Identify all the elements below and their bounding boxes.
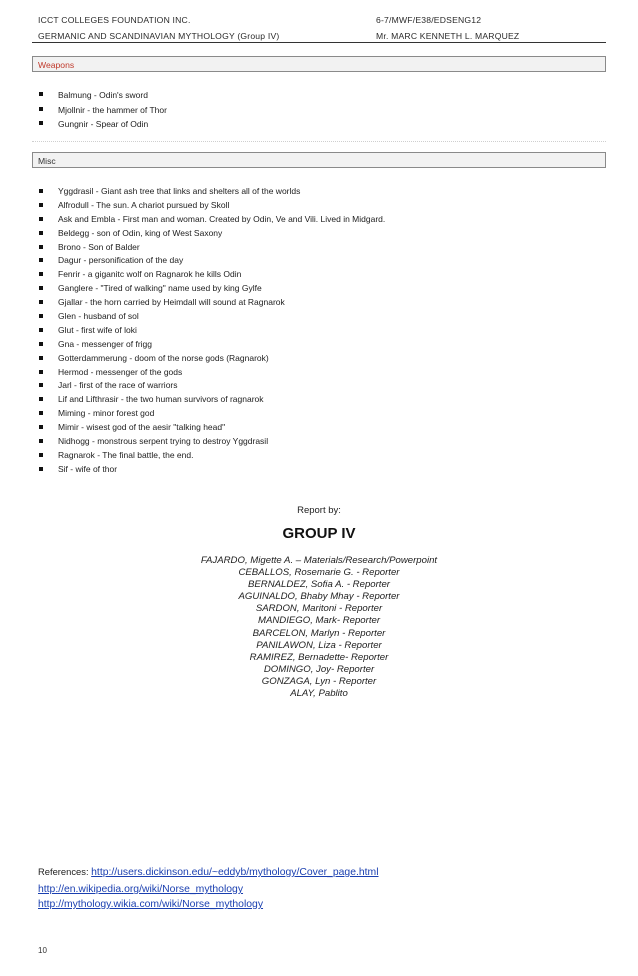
misc-item-text: Brono - Son of Balder	[58, 241, 140, 252]
misc-item-text: Sif - wife of thor	[58, 463, 118, 474]
misc-item	[38, 296, 385, 310]
member-item: GONZAGA, Lyn - Reporter	[261, 675, 377, 687]
misc-item-text: Jarl - first of the race of warriors	[58, 380, 178, 391]
page-number: 10	[38, 946, 47, 955]
bullet-icon	[39, 370, 43, 374]
misc-item-text: Ask and Embla - First man and woman. Created by Odin, Ve and Vili. Lived in Midgard.	[58, 213, 386, 224]
header-divider	[32, 42, 606, 43]
misc-item	[38, 241, 385, 255]
bullet-icon	[39, 272, 43, 276]
references-line-3	[38, 898, 263, 910]
weapon-item	[38, 117, 167, 132]
bullet-icon	[39, 300, 43, 304]
bullet-icon	[39, 439, 43, 443]
misc-item	[38, 213, 385, 227]
misc-item	[38, 310, 385, 324]
bullet-icon	[39, 203, 43, 207]
bullet-icon	[39, 286, 43, 290]
members-list	[0, 555, 638, 700]
weapon-item-text: Balmung - Odin's sword	[58, 90, 148, 100]
weapons-list	[38, 88, 167, 132]
misc-item	[38, 421, 385, 435]
misc-item	[38, 393, 385, 407]
bullet-icon	[39, 411, 43, 415]
references-label: References:	[38, 866, 89, 877]
bullet-icon	[39, 92, 43, 96]
misc-item	[38, 366, 385, 380]
misc-item-text: Hermod - messenger of the gods	[58, 366, 183, 377]
member-item: FAJARDO, Migette A. – Materials/Research/Powerpoint	[200, 555, 438, 566]
header-row-1	[38, 15, 604, 25]
misc-item-text: Ganglere - "Tired of walking" name used by king Gylfe	[58, 283, 262, 294]
misc-item	[38, 185, 385, 199]
report-by-label: Report by:	[297, 505, 341, 516]
bullet-icon	[39, 328, 43, 332]
misc-item	[38, 379, 385, 393]
misc-item-text: Gna - messenger of frigg	[58, 338, 153, 349]
weapon-item	[38, 103, 167, 118]
weapon-item	[38, 88, 167, 103]
misc-item-text: Gjallar - the horn carried by Heimdall will sound at Ragnarok	[58, 297, 285, 308]
bullet-icon	[39, 245, 43, 249]
bullet-icon	[39, 397, 43, 401]
bullet-icon	[39, 356, 43, 360]
member-item: DOMINGO, Joy- Reporter	[263, 663, 375, 675]
misc-item-text: Gotterdammerung - doom of the norse gods (Ragnarok)	[58, 352, 269, 363]
header-instructor: Mr. MARC KENNETH L. MARQUEZ	[376, 31, 520, 41]
reference-link-3[interactable]: http://mythology.wikia.com/wiki/Norse_mythology	[38, 899, 264, 910]
misc-item-text: Lif and Lifthrasir - the two human survivors of ragnarok	[58, 394, 264, 405]
misc-item-text: Mimir - wisest god of the aesir "talking head"	[58, 422, 226, 433]
reference-link-1[interactable]: http://users.dickinson.edu/~eddyb/mythology/Cover_page.html	[91, 867, 379, 878]
weapon-item-text: Gungnir - Spear of Odin	[58, 119, 149, 129]
bullet-icon	[39, 107, 43, 111]
misc-item	[38, 338, 385, 352]
misc-item	[38, 282, 385, 296]
misc-item	[38, 407, 385, 421]
misc-item-text: Miming - minor forest god	[58, 408, 155, 419]
member-item: MANDIEGO, Mark- Reporter	[257, 615, 381, 627]
header-schedule: 6-7/MWF/E38/EDSENG12	[376, 15, 482, 25]
header-topic: GERMANIC AND SCANDINAVIAN MYTHOLOGY (Group IV)	[38, 31, 280, 41]
misc-item-text: Glen - husband of sol	[58, 311, 139, 322]
references-line	[38, 866, 379, 878]
misc-item-text: Dagur - personification of the day	[58, 255, 184, 266]
misc-item-text: Glut - first wife of loki	[58, 324, 137, 335]
bullet-icon	[39, 383, 43, 387]
misc-item-text: Yggdrasil - Giant ash tree that links and shelters all of the worlds	[58, 186, 301, 196]
misc-item	[38, 254, 385, 268]
bullet-icon	[39, 231, 43, 235]
misc-list	[38, 185, 385, 477]
weapon-item-text: Mjollnir - the hammer of Thor	[58, 104, 167, 115]
member-item: CEBALLOS, Rosemarie G. - Reporter	[238, 567, 400, 579]
misc-item	[38, 463, 385, 477]
member-item: PANILAWON, Liza - Reporter	[256, 639, 382, 651]
bullet-icon	[39, 453, 43, 457]
misc-item	[38, 449, 385, 463]
reference-link-2[interactable]: http://en.wikipedia.org/wiki/Norse_mythology	[38, 884, 244, 895]
bullet-icon	[39, 121, 43, 125]
bullet-icon	[39, 258, 43, 262]
misc-item	[38, 227, 385, 241]
member-item: ALAY, Pablito	[290, 688, 348, 700]
member-item: BARCELON, Marlyn - Reporter	[252, 627, 386, 639]
bullet-icon	[39, 425, 43, 429]
section-divider	[32, 141, 606, 142]
misc-item	[38, 324, 385, 338]
misc-item	[38, 268, 385, 282]
bullet-icon	[39, 217, 43, 221]
group-title: GROUP IV	[282, 525, 356, 542]
misc-item-text: Ragnarok - The final battle, the end.	[58, 449, 194, 460]
misc-item	[38, 352, 385, 366]
misc-item-text: Alfrodull - The sun. A chariot pursued by Skoll	[58, 199, 230, 210]
bullet-icon	[39, 314, 43, 318]
header-row-2	[38, 31, 604, 41]
member-item: SARDON, Maritoni - Reporter	[255, 603, 383, 615]
misc-item	[38, 435, 385, 449]
misc-item	[38, 199, 385, 213]
member-item: AGUINALDO, Bhaby Mhay - Reporter	[238, 591, 400, 603]
misc-item-text: Fenrir - a giganitc wolf on Ragnarok he kills Odin	[58, 269, 242, 280]
misc-item-text: Beldegg - son of Odin, king of West Saxony	[58, 227, 223, 238]
misc-item-text: Nidhogg - monstrous serpent trying to destroy Yggdrasil	[58, 436, 269, 447]
weapons-section-heading: Weapons	[32, 56, 606, 72]
member-item: RAMIREZ, Bernadette- Reporter	[249, 651, 389, 663]
bullet-icon	[39, 342, 43, 346]
misc-section-heading: Misc	[32, 152, 606, 168]
member-item: BERNALDEZ, Sofia A. - Reporter	[248, 579, 390, 591]
header-org: ICCT COLLEGES FOUNDATION INC.	[38, 15, 191, 25]
bullet-icon	[39, 467, 43, 471]
references-line-2	[38, 883, 243, 895]
bullet-icon	[39, 189, 43, 193]
